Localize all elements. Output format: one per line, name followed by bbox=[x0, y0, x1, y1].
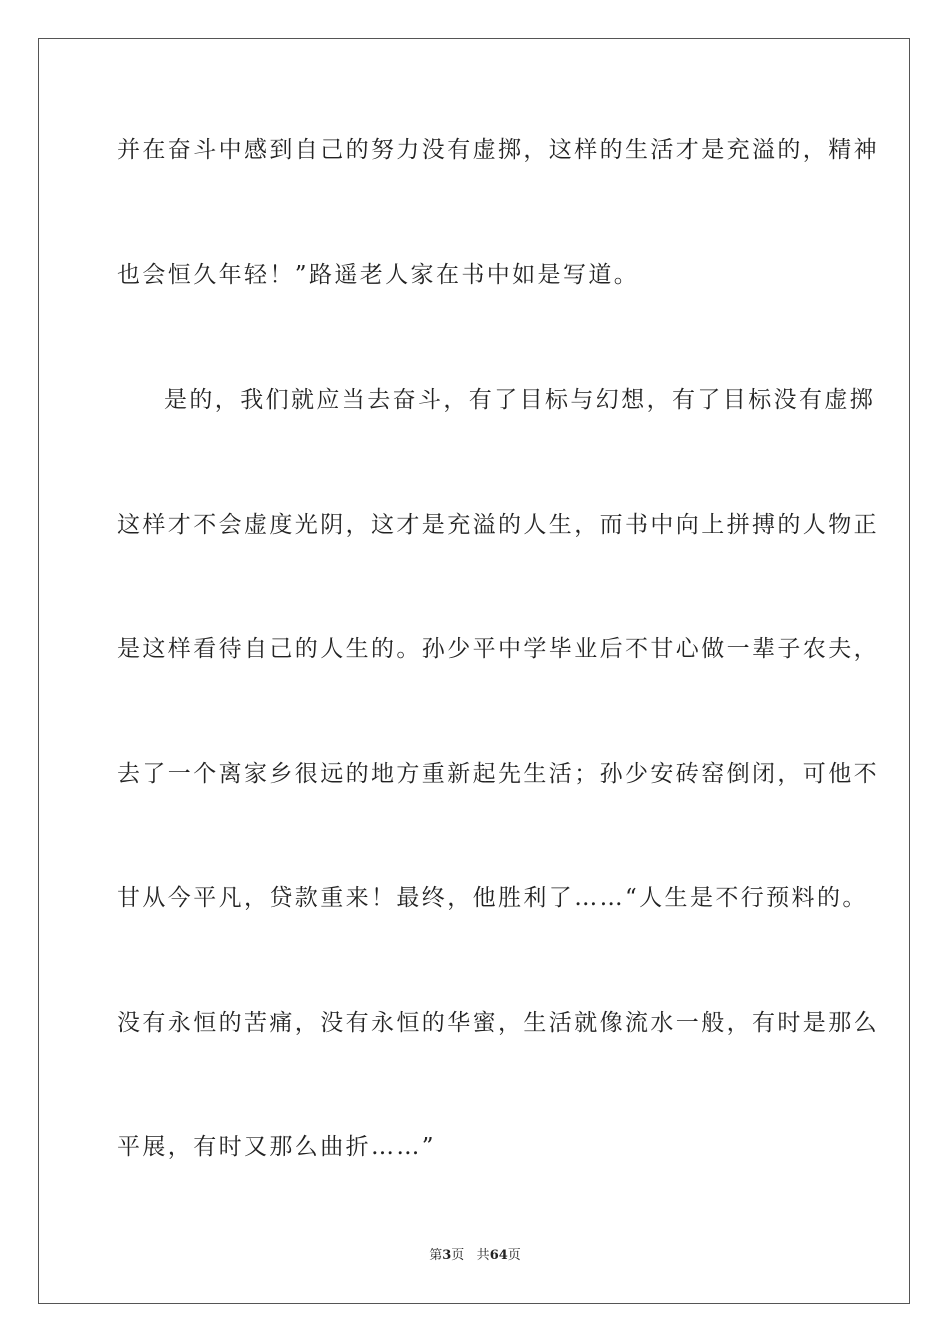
page-footer bbox=[0, 1246, 950, 1266]
page-suffix: 页 bbox=[451, 1248, 465, 1263]
paragraph-first-line: 是的，我们就应当去奋斗，有了目标与幻想，有了目标没有虚掷 bbox=[164, 387, 876, 413]
body-text-line: 没有永恒的苦痛，没有永恒的华蜜，生活就像流水一般，有时是那么 bbox=[117, 1010, 879, 1036]
page-number: 3 bbox=[442, 1248, 452, 1263]
body-text-line: 并在奋斗中感到自己的努力没有虚掷，这样的生活才是充溢的，精神 bbox=[117, 137, 879, 163]
body-text-line: 这样才不会虚度光阴，这才是充溢的人生，而书中向上拼搏的人物正 bbox=[117, 512, 879, 538]
body-text-line: 平展，有时又那么曲折……” bbox=[117, 1134, 436, 1160]
total-pages: 64 bbox=[489, 1248, 508, 1263]
body-text-line: 是这样看待自己的人生的。孙少平中学毕业后不甘心做一辈子农夫， bbox=[117, 636, 879, 662]
total-prefix: 共 bbox=[476, 1248, 490, 1263]
body-text-line: 也会恒久年轻！”路遥老人家在书中如是写道。 bbox=[117, 262, 640, 288]
body-text-line: 去了一个离家乡很远的地方重新起先生活；孙少安砖窑倒闭，可他不 bbox=[117, 761, 879, 787]
total-suffix: 页 bbox=[507, 1248, 521, 1263]
page-prefix: 第 bbox=[429, 1248, 443, 1263]
page-border bbox=[38, 38, 910, 1304]
body-text-line: 甘从今平凡，贷款重来！最终，他胜利了……“人生是不行预料的。 bbox=[117, 885, 868, 911]
